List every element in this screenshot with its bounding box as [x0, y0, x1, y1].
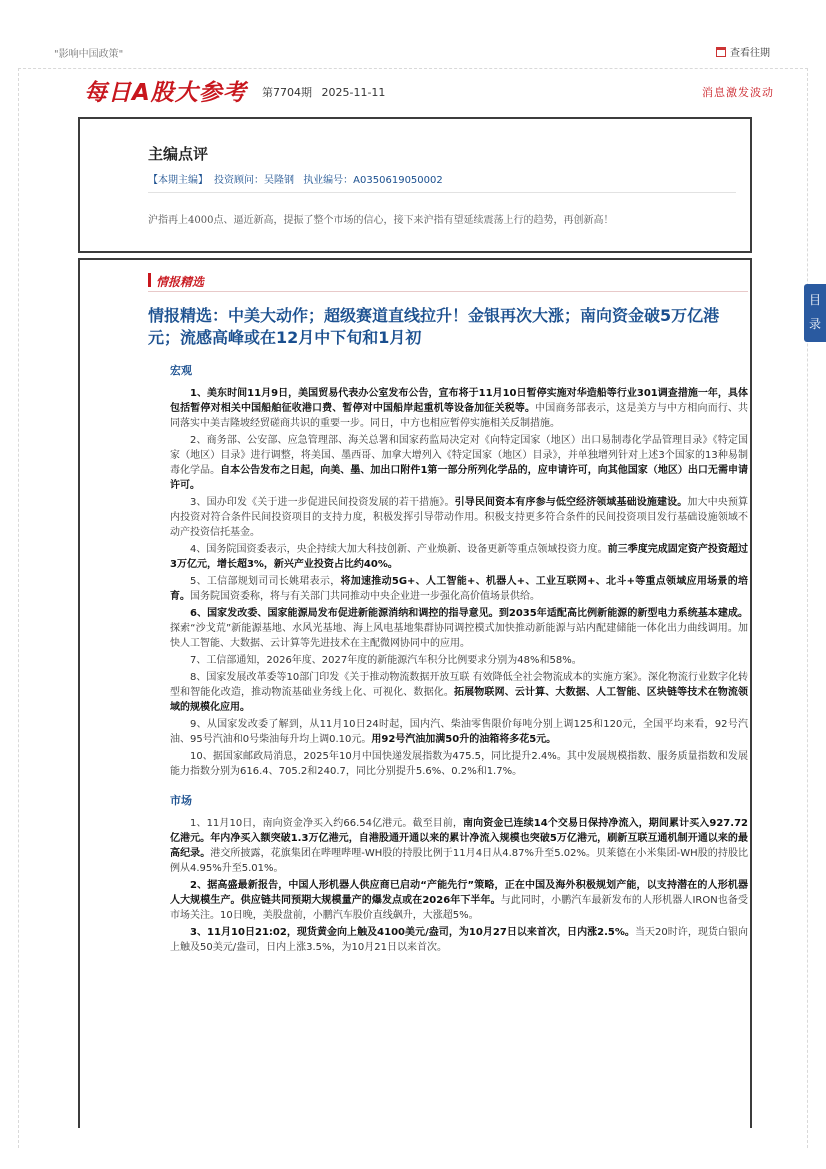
macro-item-text: 5、工信部规划司司长姚珺表示，	[190, 576, 341, 587]
macro-item	[170, 386, 748, 431]
market-list	[170, 816, 748, 955]
macro-item-text: 2、商务部、公安部、应急管理部、海关总署和国家药监局决定对《向特定国家（地区）出口易制毒化学品管理目录》《特定国家（地区）目录》进行调整，将美国、墨西哥、加拿大增列入《特定国家（地区）目录》，并单独增列针对上述3个国家的13种易制毒化学品。	[170, 435, 748, 476]
macro-item-text: 4、国务院国资委表示，央企持续大加大科技创新、产业焕新、设备更新等重点领域投资力度。	[190, 544, 608, 555]
macro-title: 宏观	[170, 364, 192, 377]
market-item-text: 港交所披露，花旗集团在哔哩哔哩-WH股的持股比例于11月4日从4.87%升至5.02%。贝莱德在小米集团-WH股的持股比例从4.95%升至5.01%。	[170, 848, 749, 874]
logo: 每日A股大参考	[84, 80, 247, 106]
market-item-bold: 南向资金已连续14个交易日保持净流入，期间累计买入927.72亿港元。年内净买入额突破1.3万亿港元，自港股通开通以来的累计净流入规模也突破5万亿港元，刷新互联互通机制开通以来的最高纪录。	[170, 818, 748, 859]
article-content	[170, 363, 748, 957]
macro-item-bold: 引导民间资本有序参与低空经济领域基础设施建设。	[454, 497, 688, 508]
macro-item-text: 国务院国资委称，将与有关部门共同推动中央企业进一步强化高价值场景供给。	[190, 591, 540, 602]
macro-item	[170, 606, 748, 651]
macro-item	[170, 433, 748, 493]
editor-comment: 沪指再上4000点、逼近新高，提振了整个市场的信心，接下来沪指有望延续震荡上行的趋势，再创新高！	[148, 215, 614, 226]
macro-item-text: 10、据国家邮政局消息，2025年10月中国快递发展指数为475.5，同比提升2.4%。其中发展规模指数、服务质量指数和发展能力指数分别为616.4、705.2和240.7，同比分别提升5.6%、0.2%和1.7%。	[170, 751, 748, 777]
top-note: "影响中国政策"	[54, 49, 124, 60]
issue-number: 第7704期	[262, 86, 312, 99]
editor-license: 执业编号：A0350619050002	[303, 175, 443, 186]
macro-item-text: 加大中央预算内投资对符合条件民间投资项目的支持力度，积极发挥引导带动作用。积极支持更多符合条件的民间投资项目发行基础设施领域不动产投资信托基金。	[170, 497, 749, 538]
macro-item-bold: 1、美东时间11月9日，美国贸易代表办公室发布公告，宣布将于11月10日暂停实施对华造船等行业301调查措施一年，具体包括暂停对相关中国船舶征收港口费、暂停对中国船岸起重机等设备加征关税等。	[170, 388, 748, 414]
macro-item-text: 3、国办印发《关于进一步促进民间投资发展的若干措施》。	[190, 497, 455, 508]
market-item	[170, 816, 748, 876]
toc-button[interactable]	[804, 284, 826, 342]
dashed-frame-top	[18, 68, 808, 69]
macro-item-text: 9、从国家发改委了解到，从11月10日24时起，国内汽、柴油零售限价每吨分别上调125和120元，全国平均来看，92号汽油、95号汽油和0号柴油每升均上调0.10元。	[170, 719, 748, 745]
history-label: 查看往期	[730, 48, 770, 59]
market-item	[170, 878, 748, 923]
macro-item-text: 7、工信部通知，2026年度、2027年度的新能源汽车积分比例要求分别为48%和58%。	[190, 655, 582, 666]
macro-item-text: 探索“沙戈荒”新能源基地、水风光基地、海上风电基地集群协同调控模式加快推动新能源与站内配建储能一体化出力曲线调用。加快人工智能、大数据、云计算等先进技术在主配微网协同中的应用。	[170, 623, 748, 649]
editor-comment-box	[78, 117, 752, 253]
issue-date: 2025-11-11	[321, 86, 386, 99]
macro-item-bold: 6、国家发改委、国家能源局发布促进新能源消纳和调控的指导意见。到2035年适配高比例新能源的新型电力系统基本建成。	[190, 608, 748, 619]
market-item-text: 当天20时许，现货白银向上触及50美元/盎司，日内上涨3.5%，为10月21日以来首次。	[170, 927, 748, 953]
market-item-bold: 2、据高盛最新报告，中国人形机器人供应商已启动“产能先行”策略，正在中国及海外积极规划产能，以支持潜在的人形机器人大规模生产。供应链共同预期大规模量产的爆发点或在2026年下半年。	[170, 880, 748, 906]
editor-title: 主编点评	[148, 145, 209, 163]
masthead	[84, 74, 774, 108]
issue-info	[262, 84, 385, 100]
market-item	[170, 925, 748, 955]
macro-item-bold: 前三季度完成固定资产投资超过3万亿元，增长超3%，新兴产业投资占比约40%。	[170, 544, 748, 570]
macro-item-text: 中国商务部表示，这是美方与中方相向而行、共同落实中美吉隆坡经贸磋商共识的重要一步。同日，中方也相应暂停实施相关反制措施。	[170, 403, 749, 429]
macro-list	[170, 386, 748, 779]
editor-meta-label: 【本期主编】	[148, 175, 208, 186]
macro-item	[170, 574, 748, 604]
macro-item	[170, 717, 748, 747]
macro-item-bold: 将加速推动5G+、人工智能+、机器人+、工业互联网+、北斗+等重点领域应用场景的培育。	[170, 576, 748, 602]
calendar-icon	[716, 47, 726, 57]
article-headline: 情报精选：中美大动作；超级赛道直线拉升！金银再次大涨；南向资金破5万亿港元；流感高峰或在12月中下旬和1月初	[148, 306, 720, 347]
section-tag-bar	[148, 273, 151, 287]
macro-item	[170, 670, 748, 715]
editor-meta	[148, 171, 449, 186]
macro-item	[170, 653, 748, 668]
market-title: 市场	[170, 794, 192, 807]
history-link[interactable]	[716, 44, 770, 59]
section-tag-label: 情报精选	[156, 275, 205, 289]
editor-advisor: 投资顾问：吴隆钢	[214, 175, 294, 186]
dashed-frame-left	[18, 68, 19, 1148]
macro-item-bold: 用92号汽油加满50升的油箱将多花5元。	[371, 734, 557, 745]
macro-item	[170, 542, 748, 572]
section-tag-line	[148, 291, 748, 292]
article-box	[78, 258, 752, 1128]
macro-item-text: 8、国家发展改革委等10部门印发《关于推动物流数据开放互联 有效降低全社会物流成本的实施方案》。深化物流行业数字化转型和智能化改造，推动物流基础业务线上化、可视化、数据化。	[170, 672, 748, 698]
toc-label: 目 录	[808, 293, 821, 331]
macro-item-bold: 拓展物联网、云计算、大数据、人工智能、区块链等技术在物流领域的规模化应用。	[170, 687, 748, 713]
market-item-text: 与此同时，小鹏汽车最新发布的人形机器人IRON也备受市场关注。10日晚，美股盘前，小鹏汽车股价直线飙升，大涨超5%。	[170, 895, 748, 921]
macro-item	[170, 749, 748, 779]
dashed-frame-right	[807, 68, 808, 1148]
market-item-text: 1、11月10日，南向资金净买入约66.54亿港元。截至目前，	[190, 818, 464, 829]
market-item-bold: 3、11月10日21:02，现货黄金向上触及4100美元/盎司，为10月27日以来首次，日内涨2.5%。	[190, 927, 635, 938]
macro-item-bold: 自本公告发布之日起，向美、墨、加出口附件1第一部分所列化学品的，应申请许可，向其他国家（地区）出口无需申请许可。	[170, 465, 748, 491]
macro-item	[170, 495, 748, 540]
section-tag	[148, 272, 748, 290]
slogan: 消息激发波动	[702, 86, 774, 99]
divider	[148, 192, 736, 193]
